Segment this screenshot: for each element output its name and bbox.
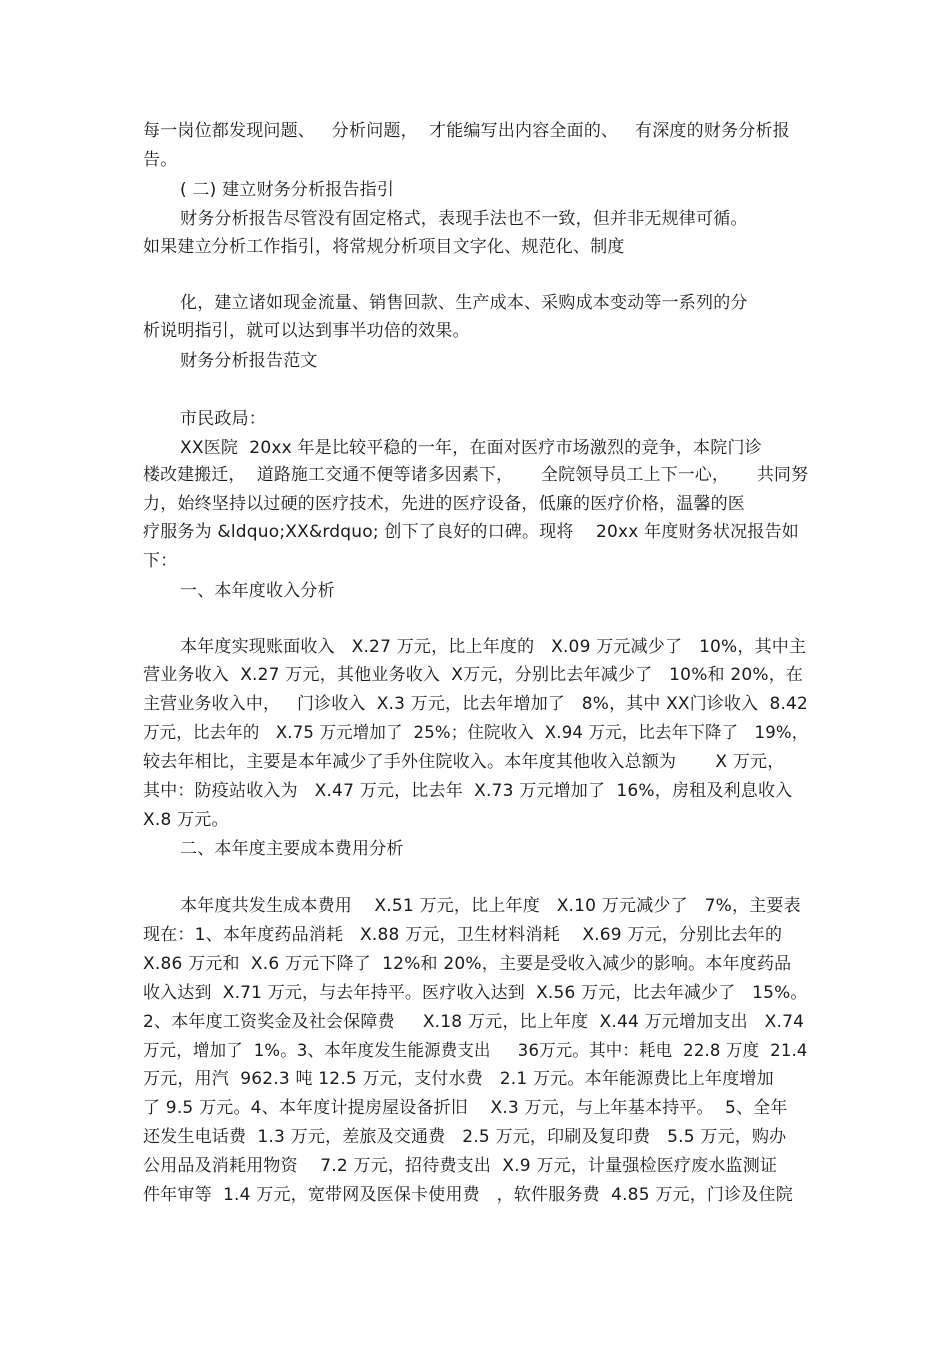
text-line: 其中：防疫站收入为 X.47 万元，比去年 X.73 万元增加了 16%，房租及利息收入 xyxy=(143,781,793,801)
section-heading: ( 二) 建立财务分析报告指引 xyxy=(180,180,395,200)
text-line: 每一岗位都发现问题、 分析问题， 才能编写出内容全面的、 有深度的财务分析报 xyxy=(143,121,790,141)
section-heading: 财务分析报告范文 xyxy=(180,351,318,371)
text-line: 下： xyxy=(143,551,178,571)
section-heading: 一、本年度收入分析 xyxy=(180,581,335,601)
text-line: 如果建立分析工作指引，将常规分析项目文字化、规范化、制度 xyxy=(143,237,625,257)
text-line: 营业务收入 X.27 万元，其他业务收入 X万元，分别比去年减少了 10%和 20%，在 xyxy=(143,665,804,685)
salutation: 市民政局： xyxy=(180,409,266,429)
text-line: 万元，增加了 1%。3、本年度发生能源费支出 36万元。其中：耗电 22.8 万度 21.4 xyxy=(143,1041,808,1061)
text-line: 本年度共发生成本费用 X.51 万元，比上年度 X.10 万元减少了 7%，主要表 xyxy=(180,896,801,916)
text-line: 财务分析报告尽管没有固定格式，表现手法也不一致，但并非无规律可循。 xyxy=(180,209,748,229)
text-line: 万元，比去年的 X.75 万元增加了 25%；住院收入 X.94 万元，比去年下降了 19%， xyxy=(143,723,809,743)
text-line: 较去年相比，主要是本年减少了手外住院收入。本年度其他收入总额为 X 万元， xyxy=(143,752,785,772)
text-line: 还发生电话费 1.3 万元，差旅及交通费 2.5 万元，印刷及复印费 5.5 万元，购办 xyxy=(143,1127,787,1147)
text-line: 件年审等 1.4 万元，宽带网及医保卡使用费 ，软件服务费 4.85 万元，门诊及住院 xyxy=(143,1185,793,1205)
text-line: 现在：1、本年度药品消耗 X.88 万元，卫生材料消耗 X.69 万元，分别比去年的 xyxy=(143,925,783,945)
text-line: X.86 万元和 X.6 万元下降了 12%和 20%，主要是受收入减少的影响。本年度药品 xyxy=(143,954,792,974)
text-line: XX医院 20xx 年是比较平稳的一年，在面对医疗市场激烈的竞争，本院门诊 xyxy=(180,438,762,458)
text-line: 析说明指引，就可以达到事半功倍的效果。 xyxy=(143,321,470,341)
text-line: X.8 万元。 xyxy=(143,810,229,830)
text-line: 了 9.5 万元。4、本年度计提房屋设备折旧 X.3 万元，与上年基本持平。 5、全年 xyxy=(143,1098,788,1118)
text-line: 楼改建搬迁， 道路施工交通不便等诸多因素下， 全院领导员工上下一心， 共同努 xyxy=(143,465,809,485)
text-line: 公用品及消耗用物资 7.2 万元，招待费支出 X.9 万元，计量强检医疗废水监测证 xyxy=(143,1156,778,1176)
text-line: 告。 xyxy=(143,150,178,170)
text-line: 本年度实现账面收入 X.27 万元，比上年度的 X.09 万元减少了 10%，其中主 xyxy=(180,637,807,657)
section-heading: 二、本年度主要成本费用分析 xyxy=(180,839,404,859)
text-line: 收入达到 X.71 万元，与去年持平。医疗收入达到 X.56 万元，比去年减少了 15%。 xyxy=(143,983,808,1003)
text-line: 化，建立诸如现金流量、销售回款、生产成本、采购成本变动等一系列的分 xyxy=(180,293,748,313)
text-line: 主营业务收入中， 门诊收入 X.3 万元，比去年增加了 8%，其中 XX门诊收入 8.42 xyxy=(143,694,809,714)
text-line: 力，始终坚持以过硬的医疗技术，先进的医疗设备，低廉的医疗价格，温馨的医 xyxy=(143,494,745,514)
text-line: 2、本年度工资奖金及社会保障费 X.18 万元，比上年度 X.44 万元增加支出 X.74 xyxy=(143,1012,805,1032)
text-line: 万元，用汽 962.3 吨 12.5 万元，支付水费 2.1 万元。本年能源费比上年度增加 xyxy=(143,1069,774,1089)
text-line: 疗服务为 &ldquo;XX&rdquo; 创下了良好的口碑。现将 20xx 年度财务状况报告如 xyxy=(143,522,799,542)
